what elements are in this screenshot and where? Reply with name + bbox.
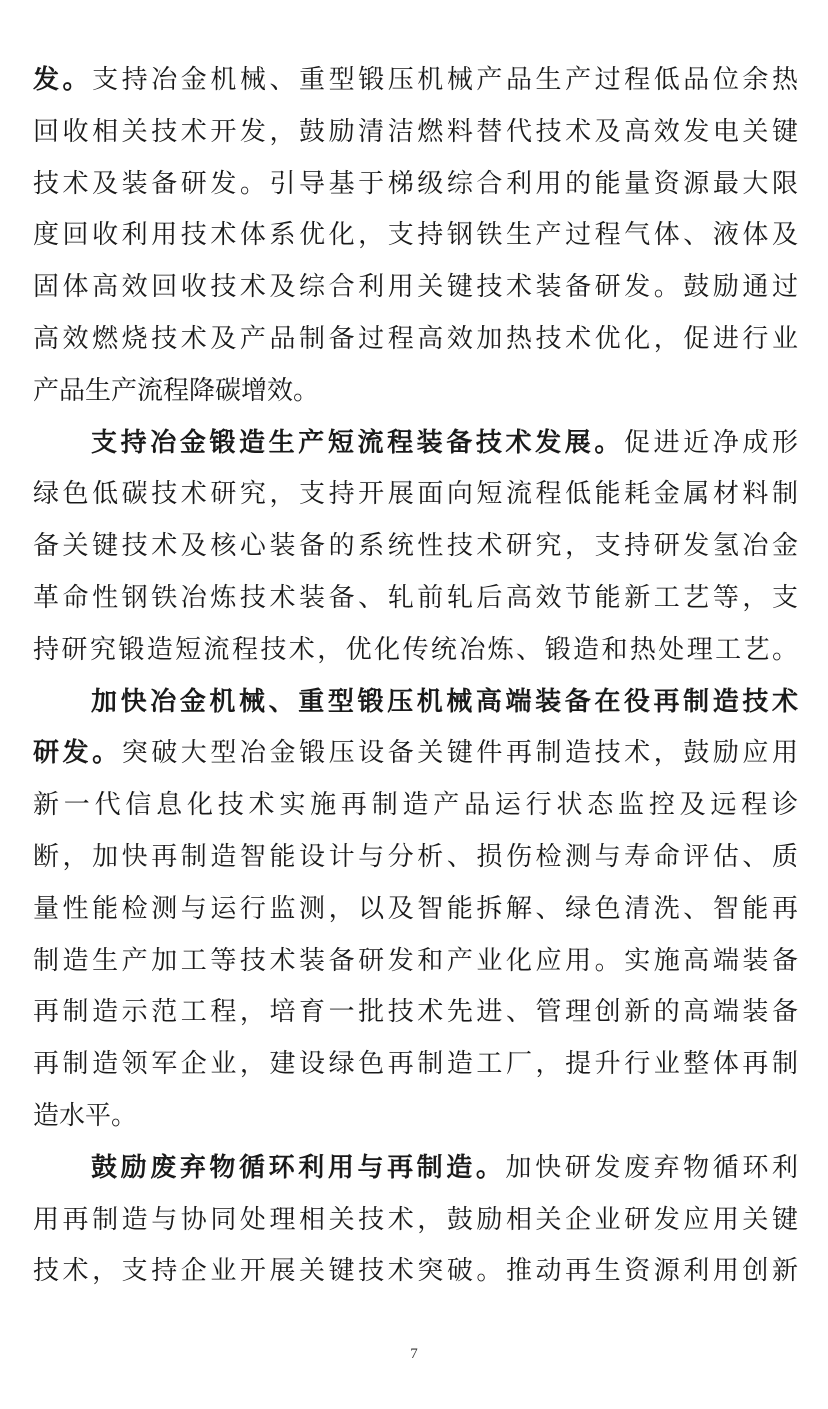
text-line (33, 107, 798, 159)
text-line (33, 625, 798, 677)
text-run: 技术，支持企业开展关键技术突破。推动再生资源利用创新 (33, 1256, 798, 1287)
text-line (33, 884, 798, 936)
bold-run: 加快冶金机械、重型锻压机械高端装备在役再制造技术 (91, 686, 798, 717)
text-run: 技术及装备研发。引导基于梯级综合利用的能量资源最大限 (33, 168, 798, 199)
text-line (33, 936, 798, 988)
text-run: 革命性钢铁冶炼技术装备、轧前轧后高效节能新工艺等，支 (33, 582, 798, 613)
text-line (33, 55, 798, 107)
text-run: 支持冶金机械、重型锻压机械产品生产过程低品位余热 (92, 65, 798, 95)
text-run: 度回收利用技术体系优化，支持钢铁生产过程气体、液体及 (33, 220, 798, 251)
text-line (33, 159, 798, 211)
text-line (33, 1091, 798, 1143)
text-line (33, 210, 798, 262)
text-run: 备关键技术及核心装备的系统性技术研究，支持研发氢冶金 (33, 531, 798, 562)
text-run: 断，加快再制造智能设计与分析、损伤检测与寿命评估、质 (33, 841, 798, 872)
text-line (33, 521, 798, 573)
text-line (33, 987, 798, 1039)
text-run: 固体高效回收技术及综合利用关键技术装备研发。鼓励通过 (33, 272, 798, 303)
page-number: 7 (410, 1346, 418, 1362)
bold-run: 支持冶金锻造生产短流程装备技术发展。 (91, 427, 624, 458)
text-run: 造水平。 (33, 1100, 138, 1131)
text-run: 促进近净成形 (623, 427, 798, 458)
text-run: 突破大型冶金锻压设备关键件再制造技术，鼓励应用 (121, 738, 798, 769)
text-run: 用再制造与协同处理相关技术，鼓励相关企业研发应用关键 (33, 1204, 798, 1235)
text-line (33, 728, 798, 780)
bold-run: 研发。 (33, 738, 122, 769)
bold-run: 发。 (33, 65, 93, 95)
text-run: 绿色低碳技术研究，支持开展面向短流程低能耗金属材料制 (33, 479, 798, 510)
text-line (33, 832, 798, 884)
body-text (33, 55, 798, 1298)
text-run: 加快研发废弃物循环利 (505, 1152, 798, 1183)
text-run: 制造生产加工等技术装备研发和产业化应用。实施高端装备 (33, 945, 798, 976)
text-run: 再制造示范工程，培育一批技术先进、管理创新的高端装备 (33, 997, 798, 1028)
paragraph-heading-line (33, 1143, 798, 1195)
text-line (33, 1195, 798, 1247)
paragraph-heading-line (33, 418, 798, 470)
paragraph-heading-line (33, 677, 798, 729)
text-line (33, 366, 798, 418)
text-run: 持研究锻造短流程技术，优化传统冶炼、锻造和热处理工艺。 (33, 634, 798, 665)
text-line (33, 469, 798, 521)
text-run: 再制造领军企业，建设绿色再制造工厂，提升行业整体再制 (33, 1049, 798, 1080)
text-run: 新一代信息化技术实施再制造产品运行状态监控及远程诊 (33, 790, 798, 821)
text-line (33, 780, 798, 832)
bold-run: 鼓励废弃物循环利用与再制造。 (91, 1152, 506, 1183)
text-run: 产品生产流程降碳增效。 (33, 375, 320, 406)
text-line (33, 1246, 798, 1298)
text-line (33, 1039, 798, 1091)
text-line (33, 573, 798, 625)
text-run: 回收相关技术开发，鼓励清洁燃料替代技术及高效发电关键 (33, 116, 798, 147)
text-line (33, 262, 798, 314)
text-line (33, 314, 798, 366)
text-run: 量性能检测与运行监测，以及智能拆解、绿色清洗、智能再 (33, 893, 798, 924)
text-run: 高效燃烧技术及产品制备过程高效加热技术优化，促进行业 (33, 323, 798, 354)
